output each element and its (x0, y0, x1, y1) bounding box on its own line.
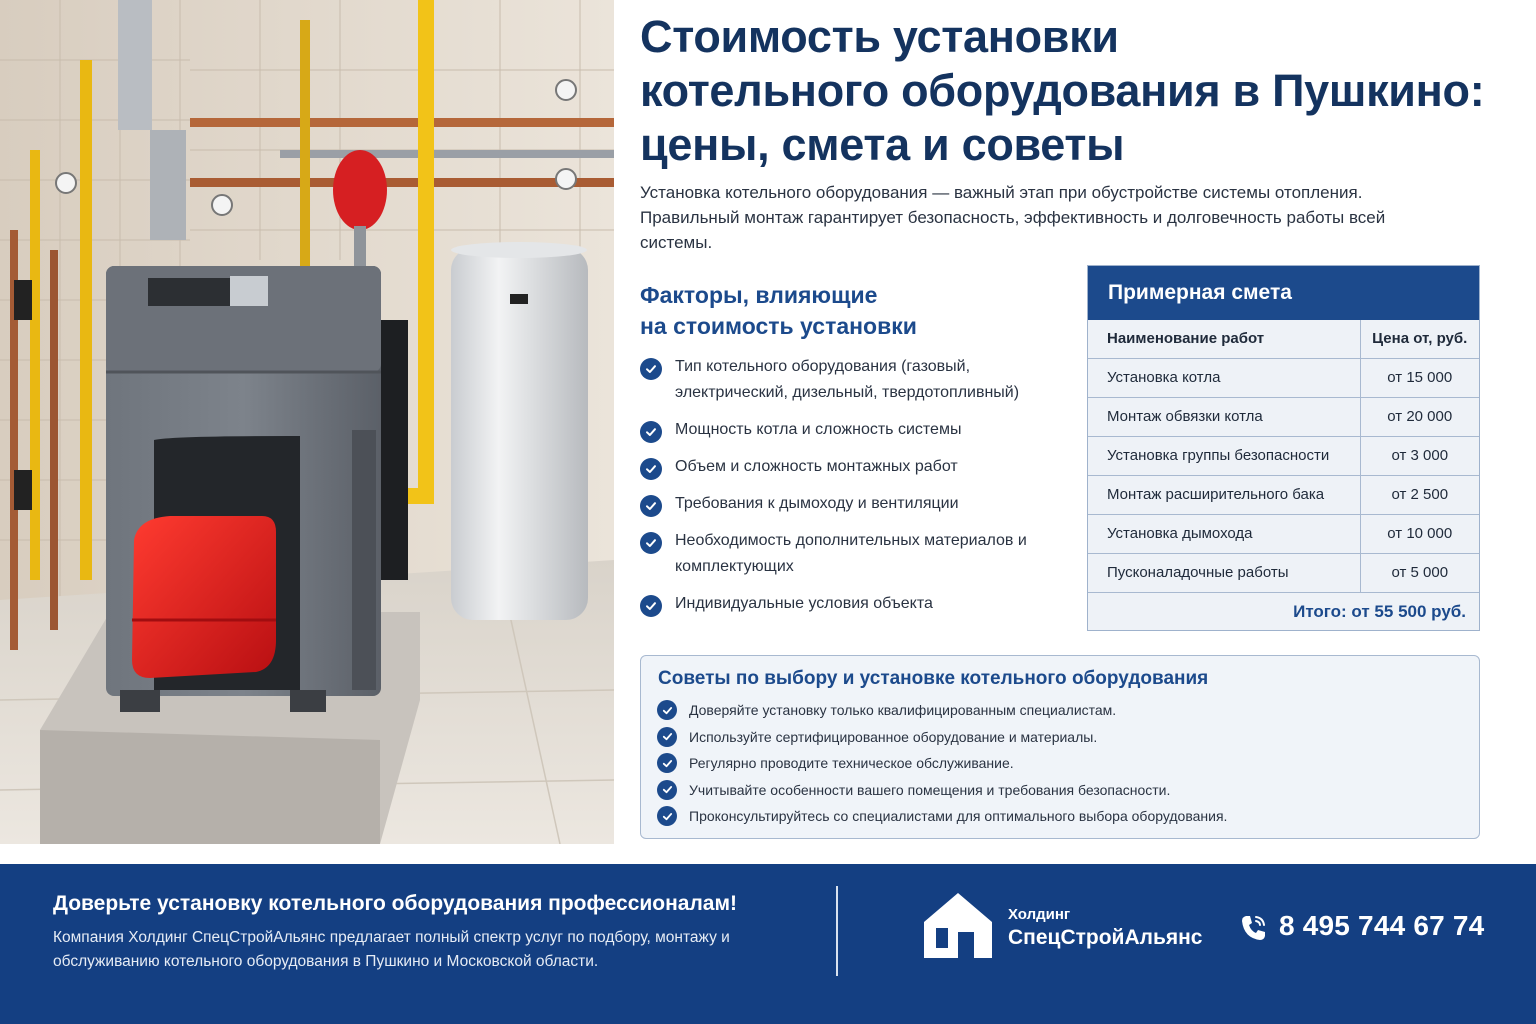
factor-text: Тип котельного оборудования (газовый, электрический, дизельный, твердотопливный) (675, 358, 1020, 401)
check-circle-icon (640, 532, 662, 554)
work-name-cell: Монтаж расширительного бака (1088, 475, 1360, 514)
work-name-cell: Установка котла (1088, 358, 1360, 397)
factor-text: Индивидуальные условия объекта (675, 595, 933, 612)
work-name-cell: Пусконаладочные работы (1088, 553, 1360, 592)
check-circle-icon (657, 727, 677, 747)
brand-name (1008, 906, 1203, 952)
tip-text: Доверяйте установку только квалифицированным специалистам. (689, 702, 1117, 718)
factors-heading-line-1: Факторы, влияющие (640, 282, 878, 308)
tips-list (657, 700, 1457, 833)
table-row (1088, 553, 1479, 592)
page-title (640, 10, 1500, 172)
check-circle-icon (640, 495, 662, 517)
work-name-cell: Установка группы безопасности (1088, 436, 1360, 475)
table-row (1088, 397, 1479, 436)
tip-item (657, 806, 1457, 826)
check-circle-icon (657, 700, 677, 720)
estimate-table (1088, 320, 1479, 593)
phone-number-link[interactable]: 8 495 744 67 74 (1279, 910, 1485, 941)
tip-text: Учитывайте особенности вашего помещения и требования безопасности. (689, 781, 1171, 798)
factor-text: Необходимость дополнительных материалов и комплектующих (675, 532, 1027, 575)
check-circle-icon (640, 458, 662, 480)
house-logo-icon (920, 890, 996, 967)
boiler-room-photo (0, 0, 614, 844)
footer-description: Компания Холдинг СпецСтройАльянс предлагает полный спектр услуг по подбору, монтажу и обслуживанию котельного оборудования в Пушкино и Московской области. (53, 929, 730, 970)
table-row (1088, 358, 1479, 397)
table-row (1088, 514, 1479, 553)
brand-name-small: Холдинг (1008, 906, 1071, 923)
check-circle-icon (640, 421, 662, 443)
factor-item (640, 591, 1060, 617)
factor-item (640, 417, 1060, 443)
footer-divider (836, 886, 838, 976)
column-header-work: Наименование работ (1088, 320, 1360, 358)
work-name-cell: Монтаж обвязки котла (1088, 397, 1360, 436)
phone-icon (1238, 913, 1268, 948)
check-circle-icon (657, 780, 677, 800)
factor-item (640, 491, 1060, 517)
factor-text: Мощность котла и сложность системы (675, 421, 962, 438)
tip-item (657, 727, 1457, 747)
price-cell: от 2 500 (1360, 475, 1479, 514)
factor-text: Требования к дымоходу и вентиляции (675, 495, 959, 512)
tip-text: Проконсультируйтесь со специалистами для оптимального выбора оборудования. (689, 808, 1228, 824)
price-cell: от 20 000 (1360, 397, 1479, 436)
factors-heading-line-2: на стоимость установки (640, 313, 917, 339)
price-cell: от 3 000 (1360, 436, 1479, 475)
check-circle-icon (657, 806, 677, 826)
factor-item (640, 354, 1060, 406)
tip-text: Регулярно проводите техническое обслуживание. (689, 755, 1014, 771)
table-header-row (1088, 320, 1479, 358)
page-title-line-1: Стоимость установки (640, 11, 1119, 62)
work-name-cell: Установка дымохода (1088, 514, 1360, 553)
main-content (640, 0, 1500, 844)
footer-banner (0, 864, 1536, 1024)
estimate-table-card (1087, 265, 1480, 631)
check-circle-icon (657, 753, 677, 773)
price-cell: от 15 000 (1360, 358, 1479, 397)
factor-item (640, 528, 1060, 580)
column-header-price: Цена от, руб. (1360, 320, 1479, 358)
estimate-total: Итого: от 55 500 руб. (1293, 601, 1466, 621)
factors-list (640, 354, 1060, 628)
table-row (1088, 475, 1479, 514)
page-title-line-2: котельного оборудования в Пушкино: (640, 65, 1485, 116)
tip-item (657, 700, 1457, 720)
factor-item (640, 454, 1060, 480)
brand-name-main: СпецСтройАльянс (1008, 926, 1203, 949)
tips-title: Советы по выбору и установке котельного оборудования (658, 668, 1209, 689)
check-circle-icon (640, 358, 662, 380)
tip-item (657, 753, 1457, 773)
tip-item (657, 780, 1457, 800)
factor-text: Объем и сложность монтажных работ (675, 458, 958, 475)
factors-heading (640, 280, 1060, 342)
tips-box (640, 655, 1480, 839)
footer-cta-heading: Доверьте установку котельного оборудования профессионалам! (53, 892, 738, 915)
table-row (1088, 436, 1479, 475)
check-circle-icon (640, 595, 662, 617)
page-title-line-3: цены, смета и советы (640, 119, 1125, 170)
tip-text: Используйте сертифицированное оборудование и материалы. (689, 728, 1098, 745)
estimate-title: Примерная смета (1088, 266, 1479, 320)
price-cell: от 5 000 (1360, 553, 1479, 592)
intro-paragraph: Установка котельного оборудования — важный этап при обустройстве системы отопления. Правильный монтаж гарантирует безопасность, эффективность и долговечность работы всей системы. (640, 183, 1386, 252)
price-cell: от 10 000 (1360, 514, 1479, 553)
